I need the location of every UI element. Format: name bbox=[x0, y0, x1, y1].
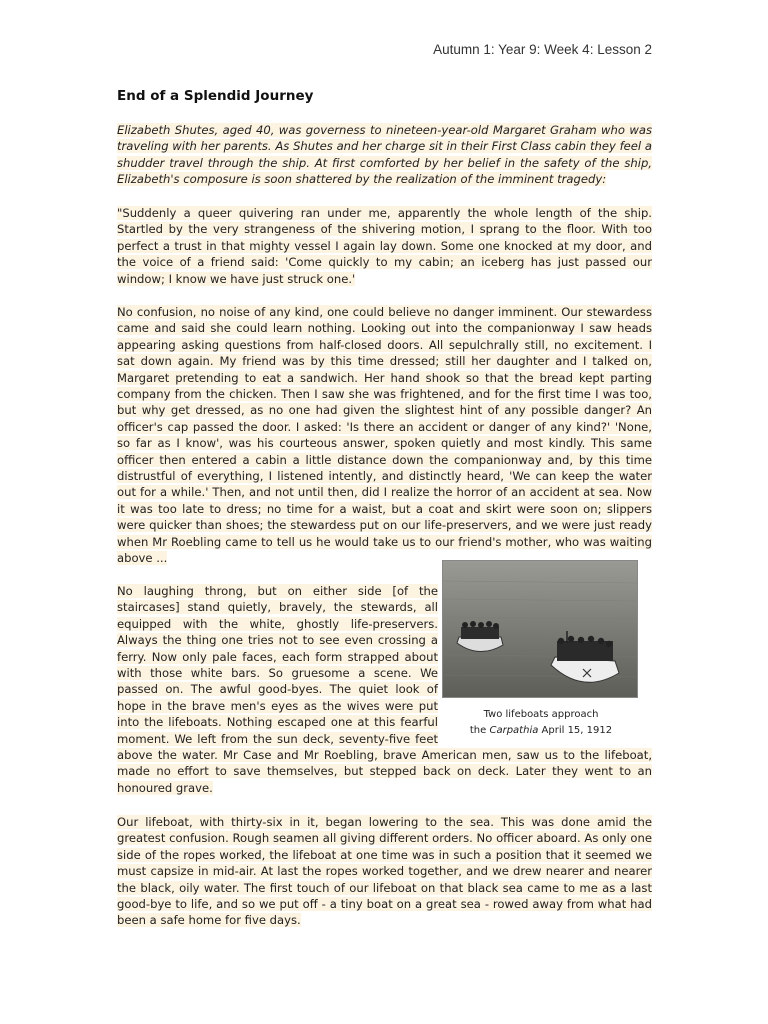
paragraph-4-text: Our lifeboat, with thirty-six in it, began lowering to the sea. This was done amid the greatest confusion. Rough seamen all giving different orders. No officer aboard. As only one side of the ropes worked, the lifeboat at one time was in such a position that it seemed we must capsize in mid-air. At last the ropes worked together, and we drew nearer and nearer the black, oily water. The first touch of our lifeboat on that black sea came to me as a last good-bye to life, and so we put off - a tiny boat on a great sea - rowed away from what had been a safe home for five days. bbox=[117, 815, 652, 928]
intro-text: Elizabeth Shutes, aged 40, was governess to nineteen-year-old Margaret Graham who was traveling with her parents. As Shutes and her charge sit in their First Class cabin they feel a shudder travel through the ship. At first comforted by her belief in the safety of the ship, Elizabeth's composure is soon shattered by the realization of the imminent tragedy: bbox=[117, 123, 652, 187]
paragraph-4 bbox=[117, 814, 652, 929]
paragraph-3-text: No laughing throng, but on either side [of the staircases] stand quietly, bravely, the stewards, all equipped with the white, ghostly life-preservers. Always the thing one tries not to see even crossing a ferry. Now only pale faces, each form strapped about with those white bars. So gruesome a scene. We passed on. The awful good-byes. The quiet look of hope in the brave men's eyes as the wives were put into the lifeboats. Nothing escaped one at this fearful moment. We left from the sun deck, seventy-five feet above the water. Mr Case and Mr Roebling, brave American men, saw us to the lifeboat, made no effort to save themselves, but stepped back on deck. Later they went to an honoured grave. bbox=[117, 584, 652, 795]
lesson-header: Autumn 1: Year 9: Week 4: Lesson 2 bbox=[433, 42, 652, 57]
page-title: End of a Splendid Journey bbox=[117, 88, 314, 104]
caption-line-2: the Carpathia April 15, 1912 bbox=[469, 725, 613, 736]
paragraph-1-text: "Suddenly a queer quivering ran under me, apparently the whole length of the ship. Startled by the very strangeness of the shivering motion, I sprang to the floor. With too perfect a trust in that mighty vessel I again lay down. Some one knocked at my door, and the voice of a friend said: 'Come quickly to my cabin; an iceberg has just passed our window; I know we have just struck one.' bbox=[117, 206, 652, 286]
lifeboats-figure bbox=[440, 560, 640, 739]
caption-line-1: Two lifeboats approach bbox=[483, 709, 599, 720]
lifeboats-photo bbox=[442, 560, 638, 698]
caption-ship-name: Carpathia bbox=[489, 725, 539, 736]
paragraph-1 bbox=[117, 205, 652, 287]
figure-caption bbox=[442, 707, 640, 739]
paragraph-2-text: No confusion, no noise of any kind, one could believe no danger imminent. Our stewardess came and said she could learn nothing. Looking out into the companionway I saw heads appearing asking questions from half-closed doors. All sepulchrally still, no excitement. I sat down again. My friend was by this time dressed; still her daughter and I talked on, Margaret pretending to eat a sandwich. Her hand shook so that the bread kept parting company from the chicken. Then I saw she was frightened, and for the first time I was too, but why get dressed, as no one had given the slightest hint of any possible danger? An officer's cap passed the door. I asked: 'Is there an accident or danger of any kind?' 'None, so far as I know', was his courteous answer, spoken quietly and most kindly. This same officer then entered a cabin a little distance down the companionway and, by this time distrustful of everything, I listened intently, and distinctly heard, 'We can keep the water out for a while.' Then, and not until then, did I realize the horror of an accident at sea. Now it was too late to dress; no time for a waist, but a coat and skirt were soon on; slippers were quicker than shoes; the stewardess put on our life-preservers, and we were just ready when Mr Roebling came to tell us he would take us to our friend's mother, who was waiting above ... bbox=[117, 305, 652, 566]
intro-paragraph bbox=[117, 122, 652, 188]
caption-date: April 15, 1912 bbox=[538, 725, 613, 736]
lifeboat-left bbox=[457, 621, 503, 652]
paragraph-2 bbox=[117, 304, 652, 567]
